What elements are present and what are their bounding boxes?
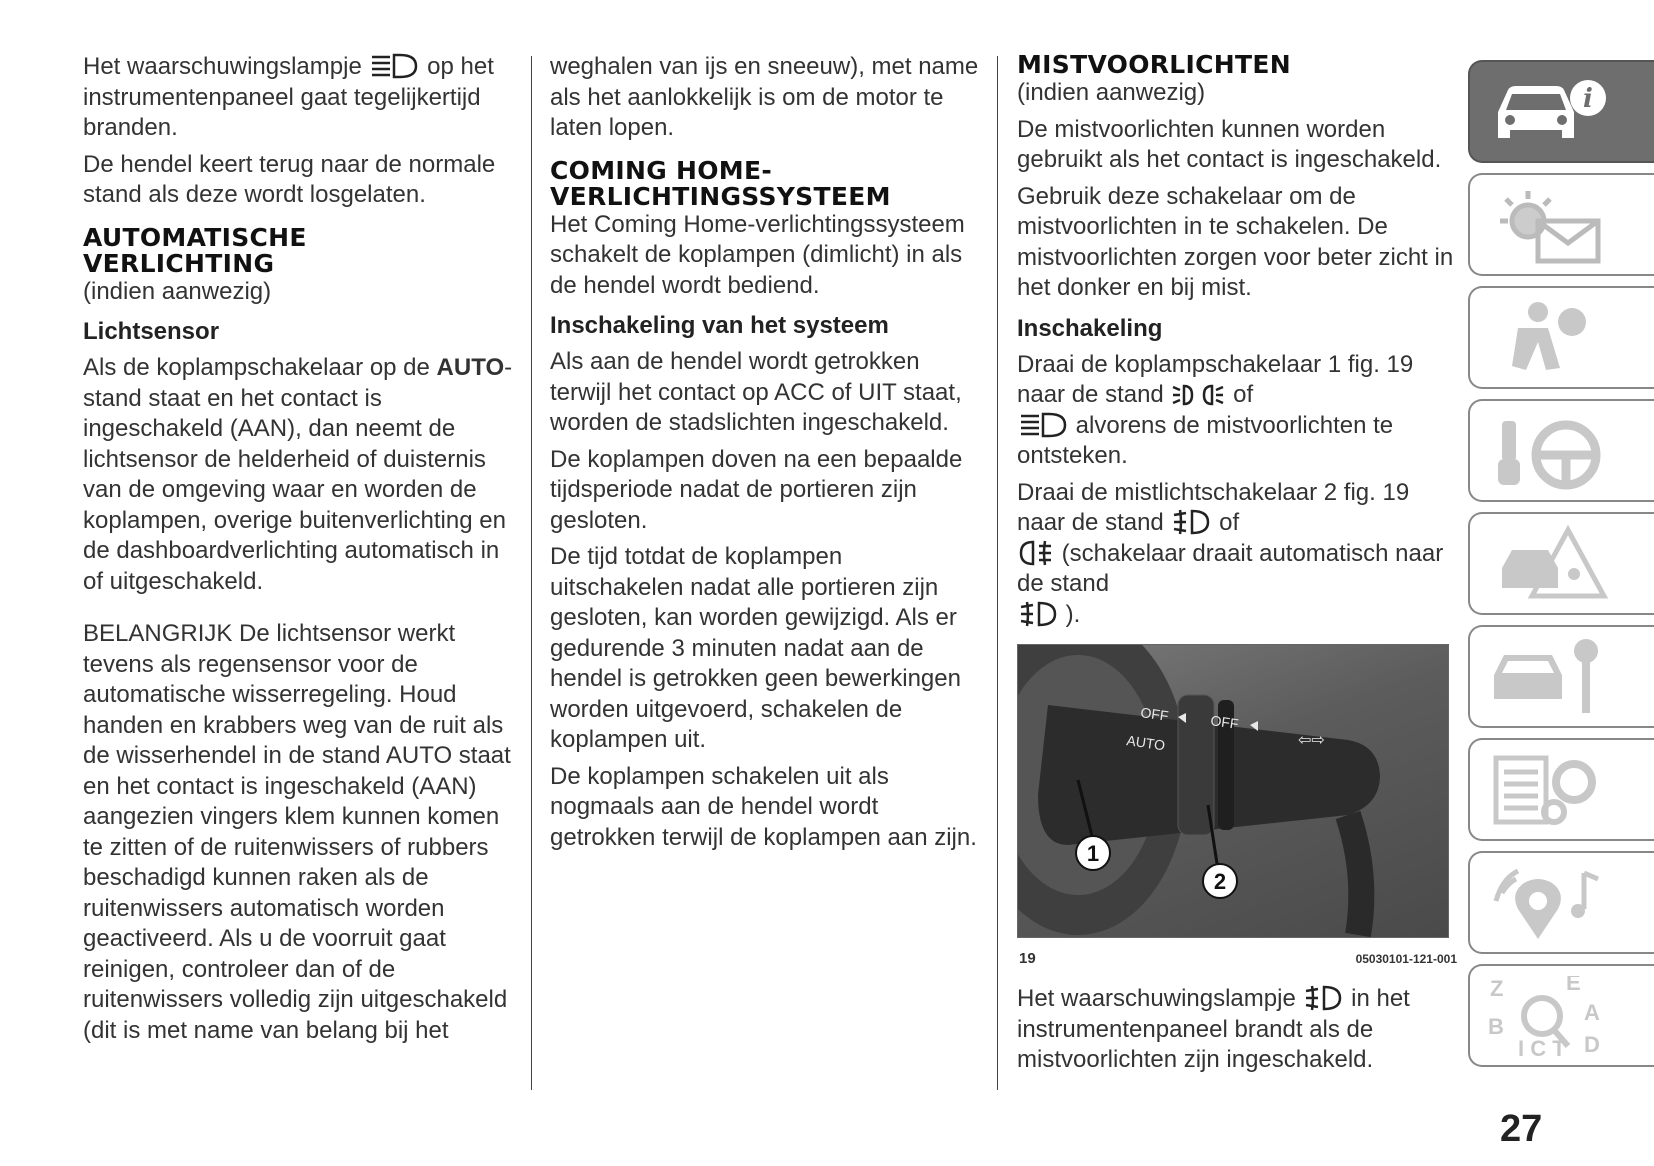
column-1 bbox=[83, 52, 513, 1052]
svg-text:I C T: I C T bbox=[1518, 1036, 1566, 1056]
front-fog-light-icon bbox=[1304, 985, 1342, 1011]
high-beam-icon bbox=[370, 53, 418, 79]
svg-text:A: A bbox=[1584, 1000, 1600, 1025]
svg-text:E: E bbox=[1566, 976, 1581, 995]
callout-2: 2 bbox=[1213, 869, 1227, 894]
paragraph-important: BELANGRIJK De lichtsensor werkt tevens als regensensor voor de automatische wisserregeling. Houd handen en krabbers weg van de ruit als de wisserhendel in de stand AUTO staat en het contact is ingeschakeld (AAN) aangezien vingers klem kunnen komen te zitten of de ruitenwissers of rubbers beschadigd kunnen raken als de ruitenwissers automatisch worden geactiveerd. Als u de voorruit gaat reinigen, controleer dan of de ruitenwissers volledig zijn uitgeschakeld (dit is met name van belang bij het bbox=[83, 620, 511, 1044]
tab-dashboard-lights[interactable] bbox=[1468, 173, 1654, 276]
tab-maintenance[interactable] bbox=[1468, 625, 1654, 728]
warning-triangle-icon bbox=[1488, 524, 1608, 604]
subheading-activation: Inschakeling van het systeem bbox=[550, 312, 889, 339]
dashboard-lights-icon bbox=[1488, 185, 1608, 265]
rear-fog-light-icon bbox=[1019, 540, 1053, 566]
section-subtitle: (indien aanwezig) bbox=[1017, 79, 1206, 106]
high-beam-icon bbox=[1019, 412, 1067, 438]
tab-car-info[interactable] bbox=[1468, 60, 1654, 163]
paragraph: Draai de mistlichtschakelaar 2 fig. 19 naar de stand of (schakelaar draait automatisch naar de stand ). bbox=[1017, 478, 1444, 628]
page-number: 27 bbox=[1500, 1108, 1543, 1150]
column-divider bbox=[997, 56, 998, 1090]
safety-airbag-icon bbox=[1488, 298, 1608, 378]
section-heading-automatic-lighting: AUTOMATISCHE VERLICHTING bbox=[83, 222, 307, 278]
figure-caption bbox=[1017, 938, 1457, 974]
car-info-icon bbox=[1488, 72, 1608, 152]
figure-code: 05030101-121-001 bbox=[1355, 952, 1457, 966]
svg-text:⇦⇨: ⇦⇨ bbox=[1298, 730, 1325, 749]
callout-1: 1 bbox=[1086, 841, 1100, 866]
section-heading-coming-home: COMING HOME- VERLICHTINGSSYSTEEM bbox=[550, 155, 891, 211]
specs-gear-icon bbox=[1488, 750, 1608, 830]
multimedia-icon bbox=[1488, 863, 1608, 943]
steering-key-icon bbox=[1488, 411, 1608, 491]
tab-multimedia[interactable] bbox=[1468, 851, 1654, 954]
paragraph: Als de koplampschakelaar op de AUTO-stand staat en het contact is ingeschakeld (AAN), dan neemt de lichtsensor de helderheid of duisternis van de omgeving waar en worden de koplampen, overige buitenverlichting en de dashboardverlichting automatisch in of uitgeschakeld. bbox=[83, 354, 513, 595]
paragraph: Het Coming Home-verlichtingssysteem schakelt de koplampen (dimlicht) in als de hendel wordt bediend. bbox=[550, 210, 965, 299]
column-divider bbox=[531, 56, 532, 1090]
paragraph: Gebruik deze schakelaar om de mistvoorlichten in te schakelen. De mistvoorlichten zorgen voor beter zicht in het donker en bij mist. bbox=[1017, 182, 1454, 301]
paragraph: Het waarschuwingslampje in het instrumentenpaneel brandt als de mistvoorlichten zijn ingeschakeld. bbox=[1017, 985, 1410, 1073]
stalk-label-off: OFF bbox=[1139, 704, 1170, 724]
figure-lighting-stalk bbox=[1017, 644, 1449, 938]
column-3 bbox=[1017, 52, 1457, 1082]
svg-text:Z: Z bbox=[1490, 976, 1504, 1001]
index-search-icon bbox=[1488, 976, 1608, 1056]
subheading-activation: Inschakeling bbox=[1017, 314, 1163, 342]
paragraph: weghalen van ijs en sneeuw), met name als het aanlokkelijk is om de motor te laten lopen. bbox=[550, 53, 979, 141]
stalk-label-off: OFF bbox=[1209, 712, 1240, 732]
paragraph: De mistvoorlichten kunnen worden gebruikt als het contact is ingeschakeld. bbox=[1017, 115, 1442, 173]
svg-text:D: D bbox=[1584, 1032, 1600, 1056]
section-subtitle: (indien aanwezig) bbox=[83, 277, 272, 305]
paragraph: Als aan de hendel wordt getrokken terwijl het contact op ACC of UIT staat, worden de stadslichten ingeschakeld. bbox=[550, 348, 962, 436]
stalk-label-auto: AUTO bbox=[1125, 732, 1167, 754]
front-fog-light-icon bbox=[1019, 601, 1057, 627]
svg-text:B: B bbox=[1488, 1014, 1504, 1039]
tab-emergency[interactable] bbox=[1468, 512, 1654, 615]
svg-text:i: i bbox=[1583, 84, 1593, 114]
paragraph: De hendel keert terug naar de normale stand als deze wordt losgelaten. bbox=[83, 150, 496, 208]
paragraph: De tijd totdat de koplampen uitschakelen nadat alle portieren zijn gesloten, kan worden gewijzigd. Als er gedurende 3 minuten nadat aan de hendel is getrokken geen bewerkingen worden uitgevoerd, schakelen de koplampen uit. bbox=[550, 543, 961, 753]
tab-technical-data[interactable] bbox=[1468, 738, 1654, 841]
paragraph: Het waarschuwingslampje op het instrumentenpaneel gaat tegelijkertijd branden. bbox=[83, 53, 494, 141]
tab-index[interactable] bbox=[1468, 964, 1654, 1067]
stalk-illustration bbox=[1018, 645, 1448, 937]
paragraph: De koplampen schakelen uit als nogmaals aan de hendel wordt getrokken terwijl de koplampen aan zijn. bbox=[550, 762, 977, 851]
paragraph: De koplampen doven na een bepaalde tijdsperiode nadat de portieren zijn gesloten. bbox=[550, 445, 963, 534]
paragraph: Draai de koplampschakelaar 1 fig. 19 naar de stand of alvorens de mistvoorlichten te ontsteken. bbox=[1017, 350, 1414, 469]
parking-lights-icon bbox=[1172, 383, 1224, 407]
subheading-light-sensor: Lichtsensor bbox=[83, 318, 220, 345]
section-heading-fog-lights: MISTVOORLICHTEN bbox=[1017, 50, 1291, 79]
figure-number: 19 bbox=[1019, 950, 1036, 967]
front-fog-light-icon bbox=[1172, 509, 1210, 535]
tab-driving[interactable] bbox=[1468, 399, 1654, 502]
column-2 bbox=[550, 52, 980, 859]
tab-safety[interactable] bbox=[1468, 286, 1654, 389]
car-wrench-icon bbox=[1488, 637, 1608, 717]
